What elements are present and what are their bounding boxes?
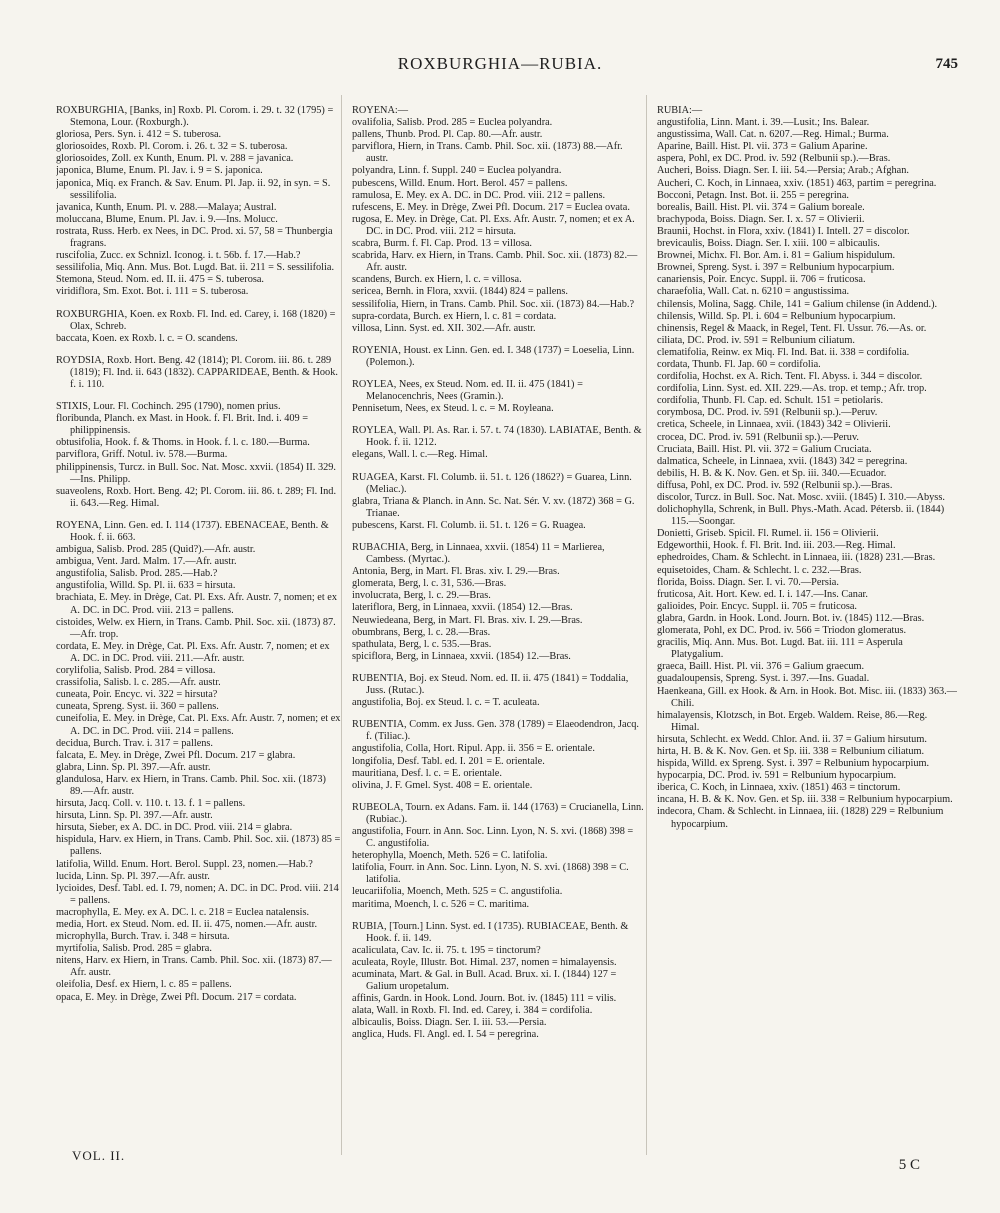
species-entry: graeca, Baill. Hist. Pl. vii. 376 = Galium graecum. <box>657 661 865 673</box>
species-entry: hirsuta, Linn. Sp. Pl. 397.—Afr. austr. <box>56 810 213 822</box>
species-entry: corymbosa, DC. Prod. iv. 591 (Relbunii sp.).—Peruv. <box>657 407 878 419</box>
species-entry: floribunda, Planch. ex Mast. in Hook. f. Fl. Brit. Ind. i. 409 = philippinensis. <box>56 413 309 437</box>
species-entry: decidua, Burch. Trav. i. 317 = pallens. <box>56 737 213 749</box>
column-middle <box>341 95 645 1155</box>
page-number: 745 <box>935 56 958 72</box>
species-entry: moluccana, Blume, Enum. Pl. Jav. i. 9.—Ins. Molucc. <box>56 213 278 225</box>
species-entry: galioides, Poir. Encyc. Suppl. ii. 705 = fruticosa. <box>657 600 857 612</box>
species-entry: Aucheri, C. Koch, in Linnaea, xxiv. (1851) 463, partim = peregrina. <box>657 177 937 189</box>
species-entry: glomerata, Berg, l. c. 31, 536.—Bras. <box>352 578 507 590</box>
species-entry: discolor, Turcz. in Bull. Soc. Nat. Mosc. xviii. (1845) I. 310.—Abyss. <box>657 492 945 503</box>
species-entry: charaefolia, Wall. Cat. n. 6210 = angustissima. <box>657 286 850 298</box>
species-entry: maritima, Moench, l. c. 526 = C. maritima. <box>352 898 530 910</box>
signature-mark: 5 C <box>898 1157 920 1173</box>
species-entry: japonica, Miq. ex Franch. & Sav. Enum. Pl. Jap. ii. 92, in syn. = S. sessilifolia. <box>56 177 331 201</box>
species-entry: fruticosa, Ait. Hort. Kew. ed. I. i. 147.—Ins. Canar. <box>657 588 868 600</box>
species-entry: longifolia, Desf. Tabl. ed. I. 201 = E. orientale. <box>352 755 545 767</box>
species-entry: ephedroides, Cham. & Schlecht. in Linnaea, iii. (1828) 231.—Bras. <box>657 552 936 564</box>
species-entry: angustissima, Wall. Cat. n. 6207.—Reg. Himal.; Burma. <box>657 129 889 141</box>
species-entry: japonica, Blume, Enum. Pl. Jav. i. 9 = S. japonica. <box>56 165 263 177</box>
species-entry: baccata, Koen. ex Roxb. l. c. = O. scandens. <box>56 332 238 344</box>
species-entry: hispida, Willd. ex Spreng. Syst. i. 397 = Relbunium hypocarpium. <box>657 758 930 770</box>
species-entry: mauritiana, Desf. l. c. = E. orientale. <box>352 767 502 779</box>
species-entry: Donietti, Griseb. Spicil. Fl. Rumel. ii. 156 = Olivierii. <box>657 528 879 540</box>
species-entry: alata, Wall. in Roxb. Fl. Ind. ed. Carey, i. 384 = cordifolia. <box>352 1005 593 1017</box>
species-entry: albicaulis, Boiss. Diagn. Ser. I. iii. 53.—Persia. <box>352 1017 547 1029</box>
species-entry: Cruciata, Baill. Hist. Pl. vii. 372 = Galium Cruciata. <box>657 443 872 455</box>
species-entry: glabra, Gardn. in Hook. Lond. Journ. Bot. iv. (1845) 112.—Bras. <box>657 612 925 624</box>
species-entry: Edgeworthii, Hook. f. Fl. Brit. Ind. iii. 203.—Reg. Himal. <box>657 540 896 552</box>
species-entry: scabra, Burm. f. Fl. Cap. Prod. 13 = villosa. <box>352 238 532 250</box>
species-entry: suaveolens, Roxb. Hort. Beng. 42; Pl. Corom. iii. 86. t. 289; Fl. Ind. ii. 643.—Reg. Himal. <box>56 485 337 509</box>
species-entry: cordata, E. Mey. in Drège, Cat. Pl. Exs. Afr. Austr. 7, nomen; et ex A. DC. in DC. Prod. viii. 211.—Afr. austr. <box>56 640 330 664</box>
species-entry: glabra, Linn. Sp. Pl. 397.—Afr. austr. <box>56 761 211 773</box>
species-entry: angustifolia, Fourr. in Ann. Soc. Linn. Lyon, N. S. xvi. (1868) 398 = C. angustifolia. <box>352 825 634 850</box>
species-entry: polyandra, Linn. f. Suppl. 240 = Euclea polyandra. <box>352 165 562 177</box>
species-entry: gloriosoides, Roxb. Pl. Corom. i. 26. t. 32 = S. tuberosa. <box>56 141 288 153</box>
species-entry: chilensis, Willd. Sp. Pl. i. 604 = Relbunium hypocarpium. <box>657 310 896 322</box>
species-entry: hirsuta, Jacq. Coll. v. 110. t. 13. f. 1 = pallens. <box>56 798 246 810</box>
species-entry: corylifolia, Salisb. Prod. 284 = villosa. <box>56 665 216 677</box>
species-entry: ramulosa, E. Mey. ex A. DC. in DC. Prod. viii. 212 = pallens. <box>352 189 606 201</box>
species-entry: chinensis, Regel & Maack, in Regel, Tent. Fl. Ussur. 76.—As. or. <box>657 322 927 334</box>
species-entry: olivina, J. F. Gmel. Syst. 408 = E. orientale. <box>352 779 533 791</box>
species-entry: obumbrans, Berg, l. c. 28.—Bras. <box>352 626 491 638</box>
species-entry: ruscifolia, Zucc. ex Schnizl. Iconog. i. t. 56b. f. 17.—Hab.? <box>56 250 301 262</box>
species-entry: glomerata, Pohl, ex DC. Prod. iv. 566 = Triodon glomeratus. <box>657 625 907 637</box>
species-entry: florida, Boiss. Diagn. Ser. I. vi. 70.—Persia. <box>657 576 839 588</box>
species-entry: aspera, Pohl, ex DC. Prod. iv. 592 (Relbunii sp.).—Bras. <box>657 153 891 165</box>
species-entry: cordifolia, Thunb. Fl. Cap. ed. Schult. 151 = petiolaris. <box>657 395 884 407</box>
species-entry: Bocconi, Petagn. Inst. Bot. ii. 255 = peregrina. <box>657 189 849 201</box>
species-entry: myrtifolia, Salisb. Prod. 285 = glabra. <box>56 943 212 955</box>
species-entry: lycioides, Desf. Tabl. ed. I. 79, nomen; A. DC. in DC. Prod. viii. 214 = pallens. <box>56 882 339 906</box>
genus-entry: RUBACHIA, Berg, in Linnaea, xxvii. (1854) 11 = Marlierea, Cambess. (Myrtac.). <box>352 542 605 566</box>
species-entry: leucariifolia, Moench, Meth. 525 = C. angustifolia. <box>352 886 563 898</box>
species-entry: crocea, DC. Prod. iv. 591 (Relbunii sp.).—Peruv. <box>657 431 859 443</box>
species-entry: equisetoides, Cham. & Schlecht. l. c. 232.—Bras. <box>657 564 862 576</box>
genus-entry: RUBEOLA, Tourn. ex Adans. Fam. ii. 144 (1763) = Crucianella, Linn. (Rubiac.). <box>352 801 644 825</box>
species-entry: elegans, Wall. l. c.—Reg. Himal. <box>352 449 488 461</box>
species-entry: cuneata, Spreng. Syst. ii. 360 = pallens. <box>56 701 219 713</box>
species-entry: debilis, H. B. & K. Nov. Gen. et Sp. iii. 340.—Ecuador. <box>657 467 887 479</box>
species-entry: cistoides, Welw. ex Hiern, in Trans. Camb. Phil. Soc. xii. (1873) 87.—Afr. trop. <box>56 616 336 640</box>
species-entry: supra-cordata, Burch. ex Hiern, l. c. 81 = cordata. <box>352 310 557 322</box>
species-entry: pubescens, Karst. Fl. Columb. ii. 51. t. 126 = G. Ruagea. <box>352 519 586 531</box>
genus-entry: ROYDSIA, Roxb. Hort. Beng. 42 (1814); Pl. Corom. iii. 86. t. 289 (1819); Fl. Ind. ii. 643 (1832). CAPPARIDEAE, Benth. & Hook. f. i. 110. <box>56 354 338 390</box>
species-entry: cordifolia, Hochst. ex A. Rich. Tent. Fl. Abyss. i. 344 = discolor. <box>657 371 923 383</box>
species-entry: ambigua, Vent. Jard. Malm. 17.—Afr. austr. <box>56 556 237 568</box>
species-entry: macrophylla, E. Mey. ex A. DC. l. c. 218 = Euclea natalensis. <box>56 906 310 918</box>
species-entry: acaliculata, Cav. Ic. ii. 75. t. 195 = tinctorum? <box>352 944 541 956</box>
species-entry: brachypoda, Boiss. Diagn. Ser. I. x. 57 = Olivierii. <box>657 213 865 225</box>
species-entry: dalmatica, Scheele, in Linnaea, xvii. (1843) 342 = peregrina. <box>657 455 908 467</box>
genus-entry: RUBENTIA, Boj. ex Steud. Nom. ed. II. ii. 475 (1841) = Toddalia, Juss. (Rutac.). <box>352 672 629 697</box>
species-entry: parviflora, Griff. Notul. iv. 578.—Burma. <box>56 449 228 461</box>
species-entry: gloriosoides, Zoll. ex Kunth, Enum. Pl. v. 288 = javanica. <box>56 153 294 165</box>
species-entry: rufescens, E. Mey. in Drège, Zwei Pfl. Docum. 217 = Euclea ovata. <box>352 201 630 213</box>
genus-entry: ROXBURGHIA, [Banks, in] Roxb. Pl. Corom. i. 29. t. 32 (1795) = Stemona, Lour. (Roxburgh.). <box>56 105 334 129</box>
species-entry: guadaloupensis, Spreng. Syst. i. 397.—Ins. Guadal. <box>657 673 870 685</box>
genus-entry: ROXBURGHIA, Koen. ex Roxb. Fl. Ind. ed. Carey, i. 168 (1820) = Olax, Schreb. <box>56 308 336 332</box>
species-entry: gracilis, Miq. Ann. Mus. Bot. Lugd. Bat. iii. 111 = Asperula Platygalium. <box>657 637 903 661</box>
species-entry: parviflora, Hiern, in Trans. Camb. Phil. Soc. xii. (1873) 88.—Afr. austr. <box>352 141 623 165</box>
species-entry: Braunii, Hochst. in Flora, xxiv. (1841) I. Intell. 27 = discolor. <box>657 225 910 237</box>
species-entry: Neuwiedeana, Berg, in Mart. Fl. Bras. xiv. I. 29.—Bras. <box>352 614 583 626</box>
species-entry: philippinensis, Turcz. in Bull. Soc. Nat. Mosc. xxvii. (1854) II. 329.—Ins. Philipp. <box>56 461 337 485</box>
species-entry: angustifolia, Colla, Hort. Ripul. App. ii. 356 = E. orientale. <box>352 743 595 755</box>
column-left <box>56 95 341 1155</box>
species-entry: latifolia, Fourr. in Ann. Soc. Linn. Lyon, N. S. xvi. (1868) 398 = C. latifolia. <box>352 862 629 886</box>
species-entry: crassifolia, Salisb. l. c. 285.—Afr. austr. <box>56 677 221 689</box>
species-entry: sericea, Bernh. in Flora, xxvii. (1844) 824 = pallens. <box>352 286 568 298</box>
species-entry: Stemona, Steud. Nom. ed. II. ii. 475 = S. tuberosa. <box>56 274 265 286</box>
species-entry: sessilifolia, Miq. Ann. Mus. Bot. Lugd. Bat. ii. 211 = S. sessilifolia. <box>56 262 335 274</box>
species-entry: Aparine, Baill. Hist. Pl. vii. 373 = Galium Aparine. <box>657 141 868 153</box>
species-entry: spathulata, Berg, l. c. 535.—Bras. <box>352 638 492 650</box>
species-entry: lucida, Linn. Sp. Pl. 397.—Afr. austr. <box>56 870 210 882</box>
species-entry: indecora, Cham. & Schlecht. in Linnaea, iii. (1828) 229 = Relbunium hypocarpium. <box>657 806 944 830</box>
species-entry: cordata, Thunb. Fl. Jap. 60 = cordifolia. <box>657 358 821 370</box>
species-entry: cordifolia, Linn. Syst. ed. XII. 229.—As. trop. et temp.; Afr. trop. <box>657 383 927 395</box>
species-entry: villosa, Linn. Syst. ed. XII. 302.—Afr. austr. <box>352 322 536 334</box>
species-entry: rugosa, E. Mey. in Drège, Cat. Pl. Exs. Afr. Austr. 7, nomen; et ex A. DC. in DC. Prod. viii. 212 = hirsuta. <box>352 213 635 237</box>
species-entry: cuneata, Poir. Encyc. vi. 322 = hirsuta? <box>56 689 218 701</box>
species-entry: affinis, Gardn. in Hook. Lond. Journ. Bot. iv. (1845) 111 = vilis. <box>352 993 617 1005</box>
species-entry: clematifolia, Reinw. ex Miq. Fl. Ind. Bat. ii. 338 = cordifolia. <box>657 346 910 358</box>
species-entry: himalayensis, Klotzsch, in Bot. Ergeb. Waldem. Reise, 86.—Reg. Himal. <box>657 709 928 733</box>
species-entry: anglica, Huds. Fl. Angl. ed. I. 54 = peregrina. <box>352 1029 539 1041</box>
genus-entry: RUAGEA, Karst. Fl. Columb. ii. 51. t. 126 (1862?) = Guarea, Linn. (Meliac.). <box>352 471 632 495</box>
species-entry: oleifolia, Desf. ex Hiern, l. c. 85 = pallens. <box>56 979 232 991</box>
species-entry: ambigua, Salisb. Prod. 285 (Quid?).—Afr. austr. <box>56 544 256 556</box>
species-entry: angustifolia, Boj. ex Steud. l. c. = T. aculeata. <box>352 697 540 709</box>
species-entry: hirta, H. B. & K. Nov. Gen. et Sp. iii. 338 = Relbunium ciliatum. <box>657 745 925 757</box>
species-entry: canariensis, Poir. Encyc. Suppl. ii. 706 = fruticosa. <box>657 274 866 286</box>
species-entry: Brownei, Michx. Fl. Bor. Am. i. 81 = Galium hispidulum. <box>657 250 896 262</box>
species-entry: Aucheri, Boiss. Diagn. Ser. I. iii. 54.—Persia; Arab.; Afghan. <box>657 165 909 177</box>
species-entry: viridiflora, Sm. Exot. Bot. i. 111 = S. tuberosa. <box>56 286 249 298</box>
species-entry: acuminata, Mart. & Gal. in Bull. Acad. Brux. xi. I. (1844) 127 = Galium uropetalum. <box>352 969 617 993</box>
species-entry: obtusifolia, Hook. f. & Thoms. in Hook. f. l. c. 180.—Burma. <box>56 437 310 449</box>
species-entry: Haenkeana, Gill. ex Hook. & Arn. in Hook. Bot. Misc. iii. (1833) 363.—Chili. <box>657 685 957 709</box>
genus-entry: RUBENTIA, Comm. ex Juss. Gen. 378 (1789) = Elaeodendron, Jacq. f. (Tiliac.). <box>352 719 639 743</box>
species-entry: glabra, Triana & Planch. in Ann. Sc. Nat. Sér. V. xv. (1872) 368 = G. Trianae. <box>352 495 635 519</box>
species-entry: angustifolia, Willd. Sp. Pl. ii. 633 = hirsuta. <box>56 580 236 592</box>
species-entry: involucrata, Berg, l. c. 29.—Bras. <box>352 590 491 602</box>
column-right <box>646 95 957 1155</box>
species-entry: media, Hort. ex Steud. Nom. ed. II. ii. 475, nomen.—Afr. austr. <box>56 919 318 930</box>
species-entry: pallens, Thunb. Prod. Pl. Cap. 80.—Afr. austr. <box>352 129 543 141</box>
species-entry: rostrata, Russ. Herb. ex Nees, in DC. Prod. xi. 57, 58 = Thunbergia fragrans. <box>56 225 333 250</box>
species-entry: Pennisetum, Nees, ex Steud. l. c. = M. Royleana. <box>352 403 554 415</box>
species-entry: sessilifolia, Hiern, in Trans. Camb. Phil. Soc. xii. (1873) 84.—Hab.? <box>352 298 635 310</box>
species-entry: Brownei, Spreng. Syst. i. 397 = Relbunium hypocarpium. <box>657 262 895 274</box>
species-entry: falcata, E. Mey. in Drège, Zwei Pfl. Docum. 217 = glabra. <box>56 749 296 761</box>
species-entry: heterophylla, Moench, Meth. 526 = C. latifolia. <box>352 850 548 862</box>
species-entry: ovalifolia, Salisb. Prod. 285 = Euclea polyandra. <box>352 117 553 129</box>
species-entry: brachiata, E. Mey. in Drège, Cat. Pl. Exs. Afr. Austr. 7, nomen; et ex A. DC. in DC. Prod. viii. 213 = pallens. <box>56 592 338 616</box>
species-entry: gloriosa, Pers. Syn. i. 412 = S. tuberosa. <box>56 129 222 141</box>
genus-entry: RUBIA, [Tourn.] Linn. Syst. ed. I (1735). RUBIACEAE, Benth. & Hook. f. ii. 149. <box>352 920 629 944</box>
genus-entry: STIXIS, Lour. Fl. Cochinch. 295 (1790), nomen prius. <box>56 401 281 413</box>
species-entry: hirsuta, Sieber, ex A. DC. in DC. Prod. viii. 214 = glabra. <box>56 822 293 834</box>
genus-entry: RUBIA:— <box>657 105 703 116</box>
species-entry: microphylla, Burch. Trav. i. 348 = hirsuta. <box>56 931 230 943</box>
species-entry: cuneifolia, E. Mey. in Drège, Cat. Pl. Exs. Afr. Austr. 7, nomen; et ex A. DC. in DC. Prod. viii. 214 = pallens. <box>56 713 341 737</box>
species-entry: ciliata, DC. Prod. iv. 591 = Relbunium ciliatum. <box>657 334 855 346</box>
species-entry: spiciflora, Berg, in Linnaea, xxvii. (1854) 12.—Bras. <box>352 650 571 662</box>
species-entry: javanica, Kunth, Enum. Pl. v. 288.—Malaya; Austral. <box>56 201 277 213</box>
species-entry: brevicaulis, Boiss. Diagn. Ser. I. xiii. 100 = albicaulis. <box>657 238 880 250</box>
running-title: ROXBURGHIA—RUBIA. <box>397 54 603 73</box>
page-header <box>0 48 1000 78</box>
species-entry: iberica, C. Koch, in Linnaea, xxiv. (1851) 463 = tinctorum. <box>657 782 901 794</box>
genus-entry: ROYENA, Linn. Gen. ed. I. 114 (1737). EBENACEAE, Benth. & Hook. f. ii. 663. <box>56 519 329 543</box>
genus-entry: ROYENIA, Houst. ex Linn. Gen. ed. I. 348 (1737) = Loeselia, Linn. (Polemon.). <box>352 344 635 368</box>
species-entry: opaca, E. Mey. in Drège, Zwei Pfl. Docum. 217 = cordata. <box>56 991 297 1003</box>
species-entry: nitens, Harv. ex Hiern, in Trans. Camb. Phil. Soc. xii. (1873) 87.—Afr. austr. <box>56 955 332 979</box>
genus-entry: ROYLEA, Nees, ex Steud. Nom. ed. II. ii. 475 (1841) = Melanocenchris, Nees (Gramin.). <box>352 378 583 403</box>
species-entry: chilensis, Molina, Sagg. Chile, 141 = Galium chilense (in Addend.). <box>657 298 938 310</box>
species-entry: incana, H. B. & K. Nov. Gen. et Sp. iii. 338 = Relbunium hypocarpium. <box>657 794 953 806</box>
volume-label: VOL. II. <box>72 1148 126 1163</box>
species-entry: hypocarpia, DC. Prod. iv. 591 = Relbunium hypocarpium. <box>657 770 897 782</box>
species-entry: scabrida, Harv. ex Hiern, in Trans. Camb. Phil. Soc. xii. (1873) 82.—Afr. austr. <box>352 250 638 274</box>
genus-entry: ROYENA:— <box>352 105 409 116</box>
species-entry: hirsuta, Schlecht. ex Wedd. Chlor. And. ii. 37 = Galium hirsutum. <box>657 733 927 745</box>
species-entry: diffusa, Pohl, ex DC. Prod. iv. 592 (Relbunii sp.).—Bras. <box>657 479 893 491</box>
genus-entry: ROYLEA, Wall. Pl. As. Rar. i. 57. t. 74 (1830). LABIATAE, Benth. & Hook. f. ii. 1212. <box>352 425 642 449</box>
species-entry: angustifolia, Salisb. Prod. 285.—Hab.? <box>56 568 218 580</box>
species-entry: glandulosa, Harv. ex Hiern, in Trans. Camb. Phil. Soc. xii. (1873) 89.—Afr. austr. <box>56 773 326 797</box>
species-entry: borealis, Baill. Hist. Pl. vii. 374 = Galium boreale. <box>657 201 865 213</box>
species-entry: angustifolia, Linn. Mant. i. 39.—Lusit.; Ins. Balear. <box>657 117 870 129</box>
species-entry: latifolia, Willd. Enum. Hort. Berol. Suppl. 23, nomen.—Hab.? <box>56 858 313 870</box>
species-entry: pubescens, Willd. Enum. Hort. Berol. 457 = pallens. <box>352 177 568 189</box>
species-entry: cretica, Scheele, in Linnaea, xvii. (1843) 342 = Olivierii. <box>657 419 891 431</box>
species-entry: scandens, Burch. ex Hiern, l. c. = villosa. <box>352 274 522 286</box>
species-entry: lateriflora, Berg, in Linnaea, xxvii. (1854) 12.—Bras. <box>352 602 573 614</box>
species-entry: Antonia, Berg, in Mart. Fl. Bras. xiv. I. 29.—Bras. <box>352 566 560 578</box>
species-entry: aculeata, Royle, Illustr. Bot. Himal. 237, nomen = himalayensis. <box>352 956 617 968</box>
species-entry: dolichophylla, Schrenk, in Bull. Phys.-Math. Acad. Pétersb. ii. (1844) 115.—Soongar. <box>657 504 945 528</box>
species-entry: hispidula, Harv. ex Hiern, in Trans. Camb. Phil. Soc. xii. (1873) 85 = pallens. <box>56 834 341 858</box>
